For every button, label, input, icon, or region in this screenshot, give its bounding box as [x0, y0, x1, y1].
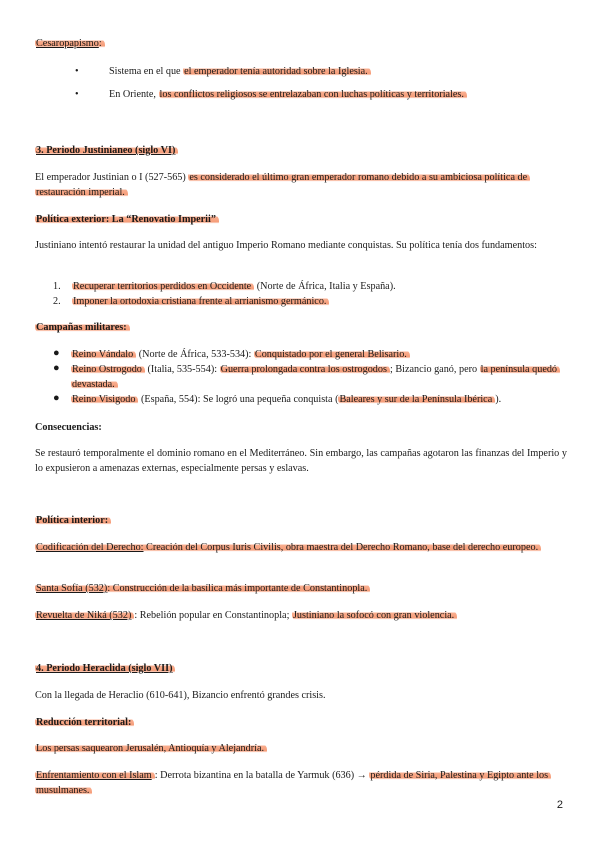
santa-sofia-paragraph: Santa Sofía (532): Construcción de la basílica más importante de Constantinopla.	[35, 581, 567, 596]
cesaropapismo-title: Cesaropapismo:	[35, 36, 567, 51]
list-item: 1. Recuperar territorios perdidos en Occidente (Norte de África, Italia y España).	[53, 281, 396, 292]
campaigns-heading: Campañas militares:	[35, 320, 567, 335]
cesaropapismo-list	[35, 64, 567, 110]
persians-paragraph: Los persas saquearon Jerusalén, Antioquía y Alejandría.	[35, 741, 567, 756]
foreign-policy-text: Justiniano intentó restaurar la unidad del antiguo Imperio Romano mediante conquistas. Su política tenía dos fundamentos:	[35, 240, 537, 251]
bullet-icon: •	[75, 89, 79, 100]
list-item: ● Reino Ostrogodo (Italia, 535-554): Guerra prolongada contra los ostrogodos ; Bizancio ganó, pero la península quedó devastada.	[35, 362, 567, 392]
nika-paragraph: Revuelta de Niká (532) : Rebelión popular en Constantinopla; Justiniano la sofocó con gran violencia.	[35, 608, 567, 623]
bullet-icon: ●	[53, 392, 60, 404]
consequences-heading: Consecuencias:	[35, 422, 102, 433]
campaigns-list	[35, 347, 567, 407]
justinian-intro: El emperador Justinian o I (527-565) es considerado el último gran emperador romano debido a su ambiciosa política de restauración imperial.	[35, 170, 567, 200]
islam-paragraph: Enfrentamiento con el Islam : Derrota bizantina en la batalla de Yarmuk (636) → pérdida de Siria, Palestina y Egipto ante los musulmanes.	[35, 768, 567, 798]
territorial-reduction-heading: Reducción territorial:	[35, 715, 567, 730]
interior-policy-heading: Política interior:	[35, 513, 567, 528]
list-item: ● Reino Visigodo (España, 554): Se logró una pequeña conquista (Baleares y sur de la Península Ibérica ).	[53, 392, 502, 405]
consequences-text: Se restauró temporalmente el dominio romano en el Mediterráneo. Sin embargo, las campañas agotaron las finanzas del Imperio y lo expusieron a amenazas externas, especialmente persas y eslavas.	[35, 448, 567, 474]
bullet-icon: •	[75, 66, 79, 77]
cesaropapismo-term: Cesaropapismo	[36, 38, 99, 49]
bullet-icon: ●	[53, 362, 60, 374]
codification-paragraph: Codificación del Derecho: Creación del Corpus Iuris Civilis, obra maestra del Derecho Romano, base del derecho europeo.	[35, 540, 567, 555]
page-number: 2	[556, 799, 563, 811]
list-item: 2. Imponer la ortodoxia cristiana frente al arrianismo germánico.	[35, 294, 567, 309]
list-item: • Sistema en el que el emperador tenía autoridad sobre la Iglesia.	[35, 64, 567, 79]
section-heading-heraclida: 4. Periodo Heraclida (siglo VII)	[35, 661, 567, 676]
list-item: • En Oriente, los conflictos religiosos se entrelazaban con luchas políticas y territoriales.	[35, 87, 567, 102]
fundamentos-list	[35, 279, 567, 309]
list-item: ● Reino Vándalo (Norte de África, 533-534): Conquistado por el general Belisario.	[35, 347, 567, 362]
section-heading-justinianeo: 3. Periodo Justinianeo (siglo VI)	[35, 143, 567, 158]
heraclio-intro: Con la llegada de Heraclio (610-641), Bizancio enfrentó grandes crisis.	[35, 690, 326, 701]
bullet-icon: ●	[53, 347, 60, 359]
foreign-policy-heading: Política exterior: La “Renovatio Imperii”	[35, 212, 567, 227]
